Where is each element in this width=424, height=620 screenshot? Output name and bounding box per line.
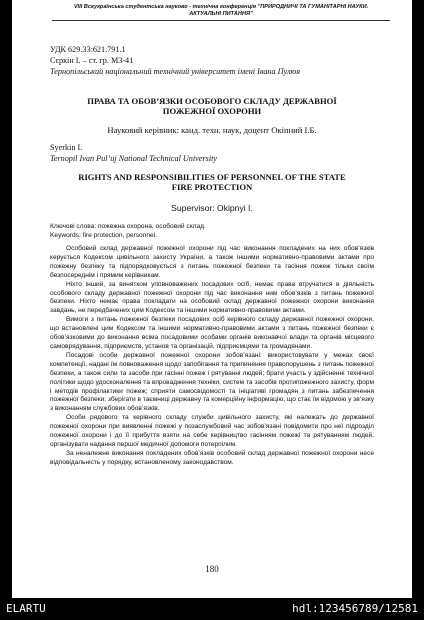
footer-handle: hdl:123456789/12581 [292,602,418,615]
author-en: Syerkin I. [50,143,83,152]
keywords-en: Keywords: fire protection, personnel. [50,232,158,239]
keywords-uk: Ключові слова: пожежна охорона, особовий склад. [50,223,206,230]
supervisor-en: Supervisor: Okipnyi I. [171,203,253,213]
student-line: Сєркін І. – ст. гр. МЗ-41 [50,56,134,65]
title-en-line-2: FIRE PROTECTION [171,182,253,192]
paragraph: Посадові особи державної пожежної охорони зобов’язані: використовувати у межах своєї компетенції, надані їм повноваження щодо запобігання та припинення правопорушень з питань пожежної безпеки, а також сили та засоби при гасінні пожеж і рятуванні людей; брати участь у здійсненні технічної політики щодо удосконалення та впровадження техніки, систем та засобів протипожежного захисту, форм і методів профілактики пожеж; сприяти самосвідомості та ініціативі громадян з питань забезпечення пожежної безпеки; зберігати в таємниці державну та комерційну інформацію, що стає їм відомою у зв’язку з виконанням службових обов’язків. [50,351,374,413]
header-line-2: АКТУАЛЬНІ ПИТАННЯ" [189,10,253,17]
udc-code: УДК 629.33:621.791.1 [50,45,126,54]
paragraph: Ніхто інший, за винятком уповноважених посадових осіб, немає права втручатися в діяльність особового складу державної пожежної охорони під час виконання ним обов’язків з питань пожежної безпеки. Ніхто немає права покладати на особовий склад державної пожежної охорони виконання завдань, не передбачених цим Кодексом та іншими нормативно-правовими актами. [50,280,374,315]
document-page [12,0,412,598]
title-uk-line-1: ПРАВА ТА ОБОВ’ЯЗКИ ОСОБОВОГО СКЛАДУ ДЕРЖАВНОЇ [87,96,337,106]
institution-en: Ternopil Ivan Pul’uj National Technical University [50,154,217,163]
paragraph: Особовий склад державної пожежної охорони під час виконання покладених на них обов’язків керується Кодексом цивільного захисту України, а також іншими нормативно-правовими актами про пожежну безпеку та підпорядковується з питань пожежної безпеки та гасіння пожеж тільки своїм безпосереднім і прямим керівникам. [50,245,374,279]
institution-uk: Тернопільський національний технічний університет імені Івана Пулюя [50,67,301,76]
footer-repository-label: ELARTU [6,602,46,615]
title-uk-line-2: ПОЖЕЖНОЇ ОХОРОНИ [162,106,262,116]
supervisor-uk: Науковий керівник: канд. техн. наук, доцент Окіпний І.Б. [107,125,317,135]
article-body [50,245,374,468]
title-en [42,172,382,192]
paragraph: Особи рядового та керівного складу служби цивільного захисту, які належать до державної пожежної охорони при виявленні пожежі у позаслужбовий час зобов’язані повідомити про неї підрозділ пожежної охорони і до її прибуття взяти на себе керівництво гасінням пожежі та рятуванням людей, організувати надання першої медичної допомоги потерпілим. [50,414,374,448]
header-line-1: VIII Всеукраїнська студентська науково - технічна конференція "ПРИРОДНИЧІ ТА ГУМАНІТАРНІ НАУКИ. [73,4,369,10]
title-en-line-1: RIGHTS AND RESPONSIBILITIES OF PERSONNEL OF THE STATE [78,172,346,182]
page-number: 180 [205,564,219,574]
paragraph: За неналежне виконання покладених обов’язків особовий склад державної пожежної охорони несе відповідальність у порядку, встановленому законодавством. [50,449,374,466]
conference-header [52,4,390,21]
title-uk [42,96,382,116]
paragraph: Вимоги з питань пожежної безпеки посадових осіб керівного складу державної пожежної охорони, що встановлені цим Кодексом та іншими нормативно-правовими актами з питань пожежної безпеки є обов’язковими до виконання всіма посадовими особами органів виконавчої влади та органів місцевого самоврядування, підприємств, установ та організацій, підприємцями та громадянами. [50,316,374,350]
footer-bar [0,598,424,620]
